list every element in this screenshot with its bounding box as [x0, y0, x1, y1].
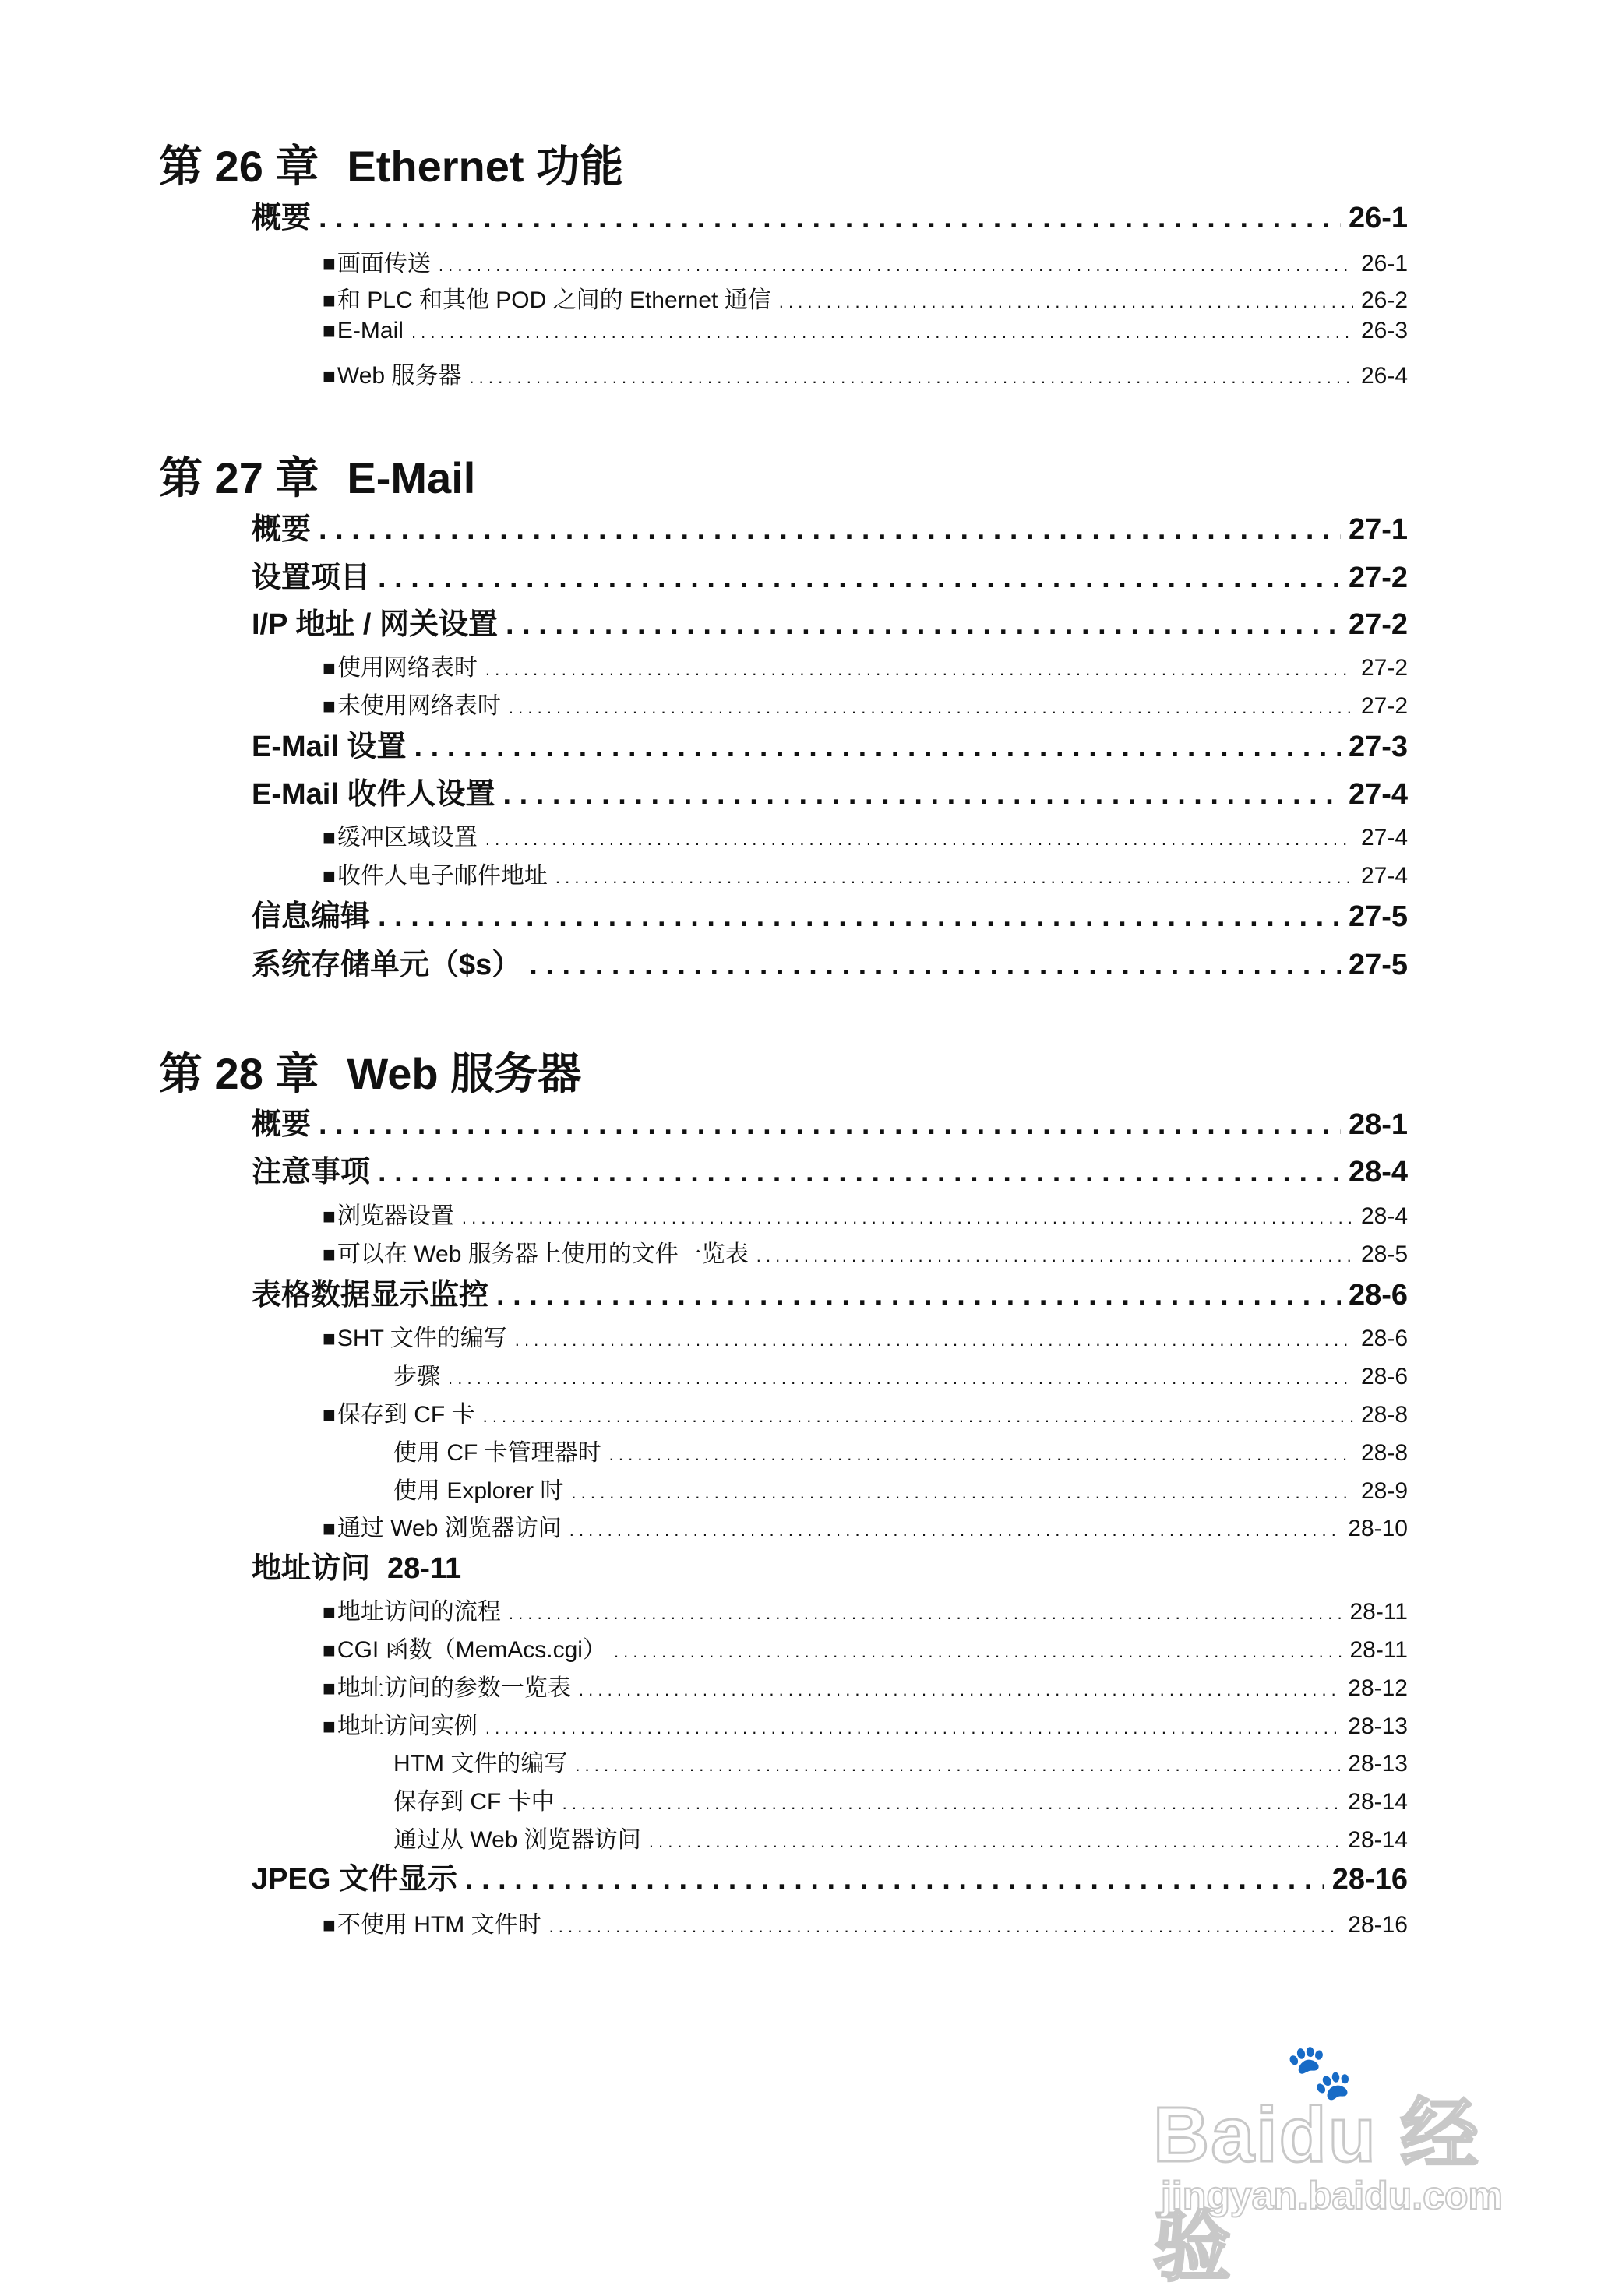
dot-leader — [378, 900, 1341, 934]
toc-entry-title: 画面传送 — [337, 251, 431, 276]
toc-entry[interactable] — [252, 505, 1408, 548]
toc-page-number: 28-11 — [1349, 1599, 1408, 1625]
dot-leader — [506, 608, 1341, 642]
toc-page-number: 28-5 — [1360, 1241, 1408, 1267]
toc-entry[interactable] — [323, 244, 1408, 278]
toc-entry-title: 地址访问的参数一览表 — [337, 1675, 571, 1701]
toc-entry-title: 地址访问 — [252, 1552, 371, 1585]
dot-leader — [649, 1827, 1340, 1854]
toc-entry[interactable] — [323, 1706, 1408, 1741]
dot-leader — [562, 1789, 1341, 1815]
dot-leader — [549, 1912, 1341, 1939]
toc-page-number: 28-16 — [1348, 1912, 1408, 1938]
dot-leader — [496, 1279, 1341, 1312]
toc-page-number: 27-3 — [1348, 731, 1408, 763]
dot-leader — [319, 202, 1341, 235]
toc-entry[interactable] — [323, 648, 1408, 682]
dot-leader — [575, 1751, 1340, 1777]
toc-entry-title: 不使用 HTM 文件时 — [337, 1912, 541, 1938]
toc-entry-title: 步骤 — [393, 1364, 440, 1389]
toc-entry-title: 概要 — [252, 1108, 312, 1141]
toc-entry-title: E-Mail — [337, 318, 404, 343]
dot-leader — [448, 1364, 1353, 1390]
toc-entry-title: 收件人电子邮件地址 — [337, 863, 548, 889]
toc-entry[interactable] — [252, 553, 1408, 596]
square-bullet-icon: ■ — [323, 1516, 336, 1541]
toc-page-number: 27-2 — [1348, 562, 1408, 594]
square-bullet-icon: ■ — [323, 288, 336, 312]
dot-leader — [469, 363, 1353, 389]
dot-leader — [570, 1516, 1341, 1542]
toc-page-number: 28-9 — [1360, 1478, 1408, 1504]
toc-entry-title: 缓冲区域设置 — [337, 825, 478, 850]
square-bullet-icon: ■ — [323, 1204, 336, 1228]
square-bullet-icon: ■ — [323, 364, 336, 388]
dot-leader — [378, 562, 1341, 595]
square-bullet-icon: ■ — [323, 694, 336, 718]
toc-page-number: 28-6 — [1360, 1326, 1408, 1351]
toc-entry-title: 注意事项 — [252, 1156, 371, 1188]
toc-entry-title: 可以在 Web 服务器上使用的文件一览表 — [337, 1241, 749, 1267]
toc-entry-title: 概要 — [252, 202, 312, 234]
chapter-number: 第 26 章 — [159, 142, 319, 191]
toc-entry[interactable] — [393, 1820, 1408, 1854]
chapter-title: E-Mail — [347, 453, 476, 502]
square-bullet-icon: ■ — [323, 1326, 336, 1350]
toc-entry[interactable] — [323, 686, 1408, 720]
square-bullet-icon: ■ — [323, 1913, 336, 1937]
toc-entry-title: 通过从 Web 浏览器访问 — [393, 1827, 641, 1853]
dot-leader — [555, 863, 1353, 889]
toc-page-number: 26-1 — [1348, 202, 1408, 234]
toc-entry[interactable] — [252, 600, 1408, 643]
toc-page-number: 28-10 — [1348, 1516, 1408, 1541]
toc-page-number: 26-4 — [1360, 363, 1408, 389]
square-bullet-icon: ■ — [323, 656, 336, 680]
dot-leader — [503, 778, 1340, 812]
toc-entry[interactable] — [323, 818, 1408, 852]
toc-page-number: 28-1 — [1348, 1108, 1408, 1141]
toc-entry-title: 通过 Web 浏览器访问 — [337, 1516, 562, 1541]
toc-page-number: 27-2 — [1360, 655, 1408, 681]
dot-leader — [465, 1863, 1324, 1896]
square-bullet-icon: ■ — [323, 319, 336, 343]
toc-entry[interactable] — [252, 1544, 1408, 1586]
toc-page-number: 28-8 — [1360, 1402, 1408, 1428]
toc-page-number: 28-13 — [1348, 1713, 1408, 1739]
toc-entry-title: E-Mail 设置 — [252, 731, 407, 763]
paw-logo-icon: 🐾 — [1285, 2041, 1354, 2102]
toc-page-number: 27-2 — [1360, 693, 1408, 719]
toc-page-number: 28-13 — [1348, 1751, 1408, 1777]
toc-entry-title: 设置项目 — [252, 562, 371, 594]
toc-page-number: 27-4 — [1348, 778, 1408, 811]
square-bullet-icon: ■ — [323, 826, 336, 850]
chapter-heading — [159, 132, 623, 195]
toc-entry-title: I/P 地址 / 网关设置 — [252, 608, 499, 641]
toc-page-number: 28-16 — [1331, 1863, 1408, 1896]
dot-leader — [485, 1713, 1340, 1740]
toc-entry-title: 保存到 CF 卡中 — [393, 1789, 555, 1815]
dot-leader — [319, 1108, 1341, 1142]
chapter-title: Ethernet 功能 — [347, 142, 624, 191]
toc-page-number: 26-3 — [1360, 318, 1408, 343]
toc-entry[interactable] — [252, 1100, 1408, 1143]
toc-entry-title: 系统存储单元（$s） — [252, 949, 522, 981]
toc-entry[interactable] — [252, 769, 1408, 812]
dot-leader — [414, 731, 1340, 764]
square-bullet-icon: ■ — [323, 1714, 336, 1738]
chapter-heading — [159, 1040, 581, 1102]
dot-leader — [411, 318, 1353, 344]
toc-entry[interactable] — [323, 1509, 1408, 1543]
dot-leader — [609, 1440, 1353, 1467]
toc-entry[interactable] — [393, 1357, 1408, 1391]
toc-entry-title: 使用 Explorer 时 — [393, 1478, 564, 1504]
toc-entry[interactable] — [323, 318, 1408, 344]
chapter-heading — [159, 444, 475, 506]
toc-entry-title: 地址访问的流程 — [337, 1599, 501, 1625]
baidu-watermark — [1153, 2041, 1527, 2291]
toc-page-number: 28-4 — [1348, 1156, 1408, 1188]
toc-entry-title: 和 PLC 和其他 POD 之间的 Ethernet 通信 — [337, 287, 771, 313]
dot-leader — [529, 949, 1341, 982]
toc-page-number: 27-4 — [1360, 825, 1408, 850]
toc-entry[interactable] — [323, 280, 1408, 315]
toc-entry[interactable] — [252, 193, 1408, 236]
toc-entry-title: SHT 文件的编写 — [337, 1326, 507, 1351]
toc-entry[interactable] — [323, 1592, 1408, 1626]
toc-entry[interactable] — [252, 1854, 1408, 1897]
dot-leader — [515, 1326, 1353, 1352]
toc-entry-title: E-Mail 收件人设置 — [252, 778, 495, 811]
toc-page-number: 28-14 — [1348, 1789, 1408, 1815]
dot-leader — [485, 655, 1353, 681]
toc-entry[interactable] — [393, 1744, 1408, 1778]
toc-entry[interactable] — [252, 722, 1408, 765]
watermark-brand: Baidu 经验 — [1153, 2091, 1480, 2291]
toc-entry-title: 概要 — [252, 513, 312, 546]
square-bullet-icon: ■ — [323, 1676, 336, 1700]
toc-entry-title: 未使用网络表时 — [337, 693, 501, 719]
dot-leader — [319, 513, 1341, 547]
square-bullet-icon: ■ — [323, 252, 336, 276]
toc-entry-title: 保存到 CF 卡 — [337, 1402, 475, 1428]
toc-page-number: 28-11 — [1349, 1637, 1408, 1663]
toc-entry[interactable] — [393, 1782, 1408, 1816]
toc-entry-title: 浏览器设置 — [337, 1203, 454, 1229]
square-bullet-icon: ■ — [323, 1403, 336, 1427]
toc-entry[interactable] — [252, 1270, 1408, 1313]
square-bullet-icon: ■ — [323, 864, 336, 888]
toc-page-number: 26-2 — [1360, 287, 1408, 313]
toc-entry[interactable] — [323, 1234, 1408, 1269]
toc-entry-title: CGI 函数（MemAcs.cgi） — [337, 1637, 606, 1663]
toc-entry-title: 表格数据显示监控 — [252, 1279, 489, 1312]
dot-leader — [571, 1478, 1353, 1505]
square-bullet-icon: ■ — [323, 1638, 336, 1662]
toc-entry[interactable] — [252, 892, 1408, 935]
square-bullet-icon: ■ — [323, 1600, 336, 1624]
toc-entry[interactable] — [323, 356, 1408, 390]
dot-leader — [378, 1156, 1341, 1189]
dot-leader — [439, 251, 1353, 277]
chapter-number: 第 28 章 — [159, 1049, 319, 1098]
dot-leader — [579, 1675, 1340, 1702]
toc-page-number: 27-5 — [1348, 900, 1408, 933]
toc-entry[interactable] — [323, 1319, 1408, 1353]
toc-page-number: 28-12 — [1348, 1675, 1408, 1701]
toc-page-number: 27-5 — [1348, 949, 1408, 981]
toc-page-number: 27-4 — [1360, 863, 1408, 889]
toc-entry[interactable] — [323, 1196, 1408, 1231]
dot-leader — [756, 1241, 1353, 1268]
dot-leader — [462, 1203, 1353, 1230]
toc-entry[interactable] — [323, 1905, 1408, 1939]
dot-leader — [509, 693, 1353, 720]
toc-entry[interactable] — [252, 940, 1408, 983]
toc-entry-title: 地址访问实例 — [337, 1713, 478, 1739]
toc-entry-title: 使用 CF 卡管理器时 — [393, 1440, 601, 1466]
toc-page-number: 28-4 — [1360, 1203, 1408, 1229]
toc-entry[interactable] — [252, 1147, 1408, 1190]
toc-entry-title: Web 服务器 — [337, 363, 462, 389]
toc-page-number: 26-1 — [1360, 251, 1408, 276]
toc-entry-title: HTM 文件的编写 — [393, 1751, 568, 1777]
chapter-title: Web 服务器 — [347, 1049, 582, 1098]
dot-leader — [614, 1637, 1342, 1664]
toc-entry[interactable] — [323, 856, 1408, 890]
watermark-url: jingyan.baidu.com — [1161, 2174, 1503, 2217]
toc-page-number: 28-6 — [1360, 1364, 1408, 1389]
toc-entry-title: 使用网络表时 — [337, 655, 478, 681]
toc-entry[interactable] — [393, 1471, 1408, 1505]
dot-leader — [483, 1402, 1353, 1428]
chapter-number: 第 27 章 — [159, 453, 319, 502]
toc-page-number: 28-6 — [1348, 1279, 1408, 1312]
toc-page-number: 27-2 — [1348, 608, 1408, 641]
toc-entry[interactable] — [323, 1668, 1408, 1703]
toc-entry[interactable] — [323, 1395, 1408, 1429]
toc-entry[interactable] — [323, 1630, 1408, 1664]
toc-page-number: 28-14 — [1348, 1827, 1408, 1853]
toc-entry-title: 信息编辑 — [252, 900, 371, 933]
toc-page-number: 27-1 — [1348, 513, 1408, 546]
dot-leader — [779, 287, 1353, 314]
toc-page-number: 28-11 — [387, 1552, 462, 1585]
toc-entry-title: JPEG 文件显示 — [252, 1863, 457, 1896]
toc-entry[interactable] — [393, 1433, 1408, 1467]
dot-leader — [509, 1599, 1342, 1625]
square-bullet-icon: ■ — [323, 1242, 336, 1266]
dot-leader — [485, 825, 1353, 851]
toc-page-number: 28-8 — [1360, 1440, 1408, 1466]
